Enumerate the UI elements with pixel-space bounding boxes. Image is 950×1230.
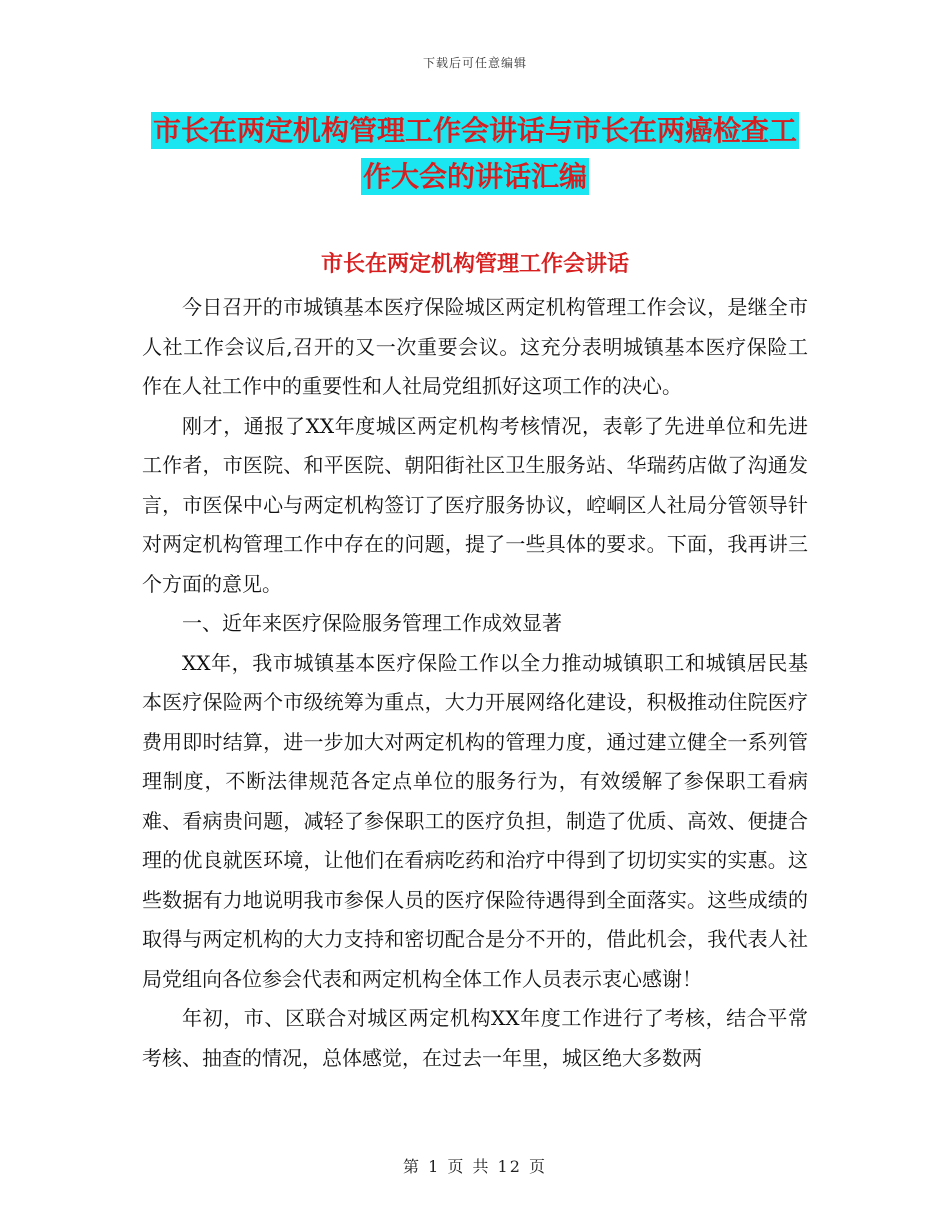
main-title [140, 108, 810, 200]
section-title: 市长在两定机构管理工作会讲话 [320, 252, 629, 277]
page-number: 第 1 页 共 12 页 [403, 1157, 547, 1176]
paragraph: 年初，市、区联合对城区两定机构XX年度工作进行了考核，结合平常考核、抽查的情况，总体感觉，在过去一年里，城区绝大多数两 [142, 1006, 808, 1070]
section-heading: 一、近年来医疗保险服务管理工作成效显著 [182, 611, 562, 635]
main-title-text: 市长在两定机构管理工作会讲话与市长在两癌检查工作大会的讲话汇编 [152, 114, 797, 193]
paragraph: 刚才，通报了XX年度城区两定机构考核情况，表彰了先进单位和先进工作者，市医院、和平医院、朝阳街社区卫生服务站、华瑞药店做了沟通发言，市医保中心与两定机构签订了医疗服务协议，崆峒区人社局分管领导针对两定机构管理工作中存在的问题，提了一些具体的要求。下面，我再讲三个方面的意见。 [142, 413, 808, 596]
header-note: 下载后可任意编辑 [422, 56, 527, 70]
paragraph: XX年，我市城镇基本医疗保险工作以全力推动城镇职工和城镇居民基本医疗保险两个市级统筹为重点，大力开展网络化建设，积极推动住院医疗费用即时结算，进一步加大对两定机构的管理力度，通过建立健全一系列管理制度，不断法律规范各定点单位的服务行为，有效缓解了参保职工看病难、看病贵问题，减轻了参保职工的医疗负担，制造了优质、高效、便捷合理的优良就医环境，让他们在看病吃药和治疗中得到了切切实实的实惠。这些数据有力地说明我市参保人员的医疗保险待遇得到全面落实。这些成绩的取得与两定机构的大力支持和密切配合是分不开的，借此机会，我代表人社局党组向各位参会代表和两定机构全体工作人员表示衷心感谢！ [142, 650, 808, 991]
paragraph: 今日召开的市城镇基本医疗保险城区两定机构管理工作会议，是继全市人社工作会议后,召开的又一次重要会议。这充分表明城镇基本医疗保险工作在人社工作中的重要性和人社局党组抓好这项工作的决心。 [142, 295, 808, 398]
body-text [142, 288, 808, 1078]
